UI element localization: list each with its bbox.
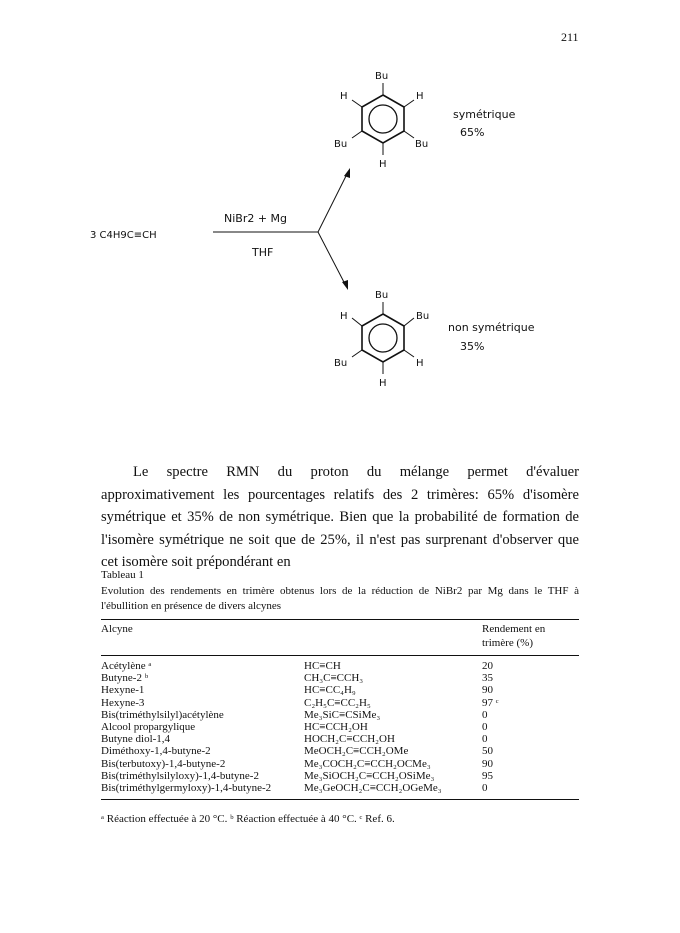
row-formula: Me₃SiC≡CSiMe₃ — [304, 708, 381, 721]
unsym-sub-lower-right: H — [416, 358, 424, 369]
header-formula — [304, 622, 482, 656]
row-yield: 90 — [482, 757, 493, 770]
table-row — [101, 709, 579, 721]
table-label: Tableau 1 — [101, 569, 144, 581]
row-alkyne: Butyne diol-1,4 — [101, 733, 171, 746]
benzene-ring-symmetric — [352, 83, 414, 155]
sym-label: symétrique — [453, 108, 516, 121]
row-yield: 95 — [482, 769, 493, 782]
row-formula: HOCH₂C≡CCH₂OH — [304, 733, 395, 746]
header-alcyne: Alcyne — [101, 623, 133, 635]
row-alkyne: Bis(terbutoxy)-1,4-butyne-2 — [101, 757, 226, 770]
row-yield: 0 — [482, 733, 488, 746]
row-formula: C₂H₅C≡CC₂H₅ — [304, 696, 371, 709]
benzene-ring-unsymmetric — [352, 302, 414, 374]
row-yield: 20 — [482, 660, 493, 672]
sym-sub-upper-right: H — [416, 91, 424, 102]
table-header-row — [101, 622, 579, 656]
reaction-scheme — [0, 0, 680, 460]
row-yield: 90 — [482, 684, 493, 697]
arrow-down-head — [342, 280, 348, 290]
body-paragraph — [101, 461, 579, 574]
unsym-sub-top: Bu — [375, 290, 389, 301]
unsym-sub-lower-left: Bu — [334, 358, 348, 369]
row-alkyne: Diméthoxy-1,4-butyne-2 — [101, 745, 211, 758]
table-row — [101, 684, 579, 696]
table-row — [101, 721, 579, 733]
table-row — [101, 770, 579, 782]
header-yield: Rendement en trimère (%) — [482, 623, 546, 649]
paragraph-text: Le spectre RMN du proton du mélange permet d'évaluer approximativement les pourcentages relatifs des 2 trimères: 65% d'isomère symétrique et 35% de non symétrique. Bien que la probabilité de formation de l'isomère symétrique ne soit que de 25%, il n'est pas surprenant d'observer que cet isomère soit prépondérant en — [101, 464, 579, 570]
table-row — [101, 660, 579, 672]
sym-sub-bottom: H — [379, 159, 387, 170]
reagents-label: NiBr2 + Mg — [224, 212, 288, 225]
table-row — [101, 758, 579, 770]
table-top-rule — [101, 619, 579, 620]
row-alkyne: Bis(triméthylsilyl)acétylène — [101, 708, 224, 721]
row-formula: Me₃SiOCH₂C≡CCH₂OSiMe₃ — [304, 769, 435, 782]
yield-table — [101, 622, 579, 794]
sym-sub-upper-left: H — [340, 91, 348, 102]
row-formula: MeOCH₂C≡CCH₂OMe — [304, 745, 409, 758]
row-formula: HC≡CC₄H₉ — [304, 684, 356, 697]
row-formula: Me₃COCH₂C≡CCH₂OCMe₃ — [304, 757, 431, 770]
sym-percent: 65% — [460, 126, 485, 139]
table-bottom-rule — [101, 799, 579, 800]
reactant-formula: 3 C4H9C≡CH — [90, 230, 157, 241]
row-formula: CH₃C≡CCH₃ — [304, 672, 364, 685]
table-row — [101, 745, 579, 757]
table-row — [101, 733, 579, 745]
unsym-sub-bottom: H — [379, 378, 387, 389]
row-yield: 97 ᶜ — [482, 696, 499, 709]
row-alkyne: Hexyne-3 — [101, 696, 145, 709]
arrow-up-head — [344, 168, 350, 178]
row-alkyne: Acétylène ᵃ — [101, 660, 152, 672]
sym-sub-lower-left: Bu — [334, 139, 348, 150]
sym-sub-top: Bu — [375, 71, 389, 82]
table-caption: Evolution des rendements en trimère obtenus lors de la réduction de NiBr2 par Mg dans le THF à l'ébullition en présence de divers alcynes — [101, 585, 579, 612]
table-footnote: ᵃ Réaction effectuée à 20 °C. ᵇ Réaction effectuée à 40 °C. ᶜ Ref. 6. — [101, 813, 395, 825]
arrow-down — [318, 232, 346, 286]
arrow-up — [318, 172, 348, 232]
row-alkyne: Bis(triméthylsilyloxy)-1,4-butyne-2 — [101, 769, 259, 782]
row-yield: 0 — [482, 782, 488, 795]
unsym-label: non symétrique — [448, 321, 535, 334]
unsym-sub-upper-left: H — [340, 311, 348, 322]
unsym-sub-upper-right: Bu — [416, 311, 430, 322]
row-alkyne: Hexyne-1 — [101, 684, 145, 697]
row-yield: 50 — [482, 745, 493, 758]
row-yield: 35 — [482, 672, 493, 685]
table-row — [101, 782, 579, 794]
row-alkyne: Alcool propargylique — [101, 721, 196, 734]
row-alkyne: Butyne-2 ᵇ — [101, 672, 149, 685]
row-formula: HC≡CCH₂OH — [304, 721, 368, 734]
unsym-percent: 35% — [460, 340, 485, 353]
table-row — [101, 672, 579, 684]
table-row — [101, 697, 579, 709]
solvent-label: THF — [252, 246, 274, 259]
sym-sub-lower-right: Bu — [415, 139, 429, 150]
row-formula: HC≡CH — [304, 660, 341, 672]
row-formula: Me₃GeOCH₂C≡CCH₂OGeMe₃ — [304, 782, 442, 795]
row-yield: 0 — [482, 708, 488, 721]
page-number: 211 — [561, 30, 579, 44]
row-alkyne: Bis(triméthylgermyloxy)-1,4-butyne-2 — [101, 782, 272, 795]
row-yield: 0 — [482, 721, 488, 734]
